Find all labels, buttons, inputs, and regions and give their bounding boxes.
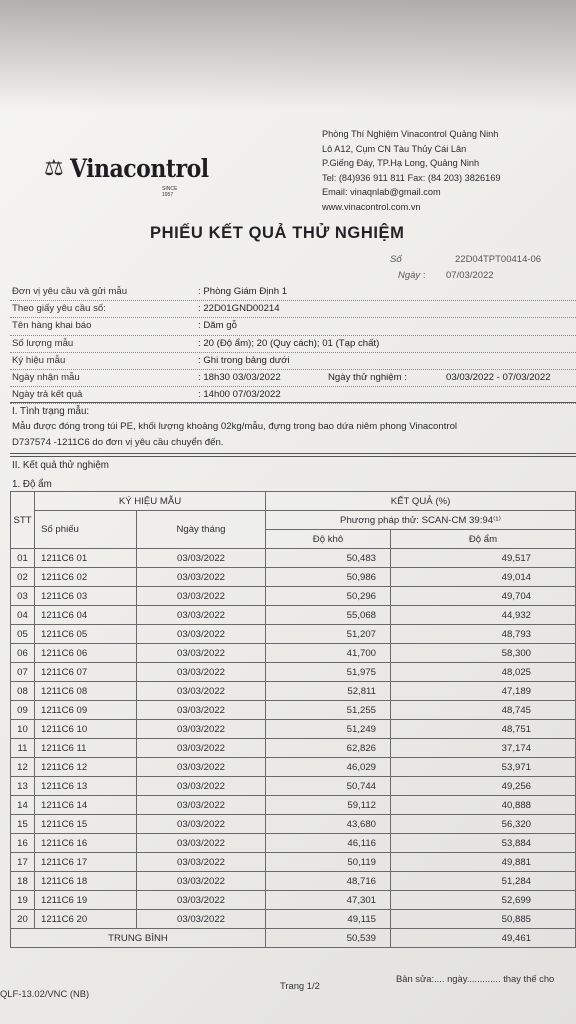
- row-dry-matter: 62,826: [266, 739, 391, 758]
- row-stt: 07: [11, 663, 35, 682]
- table-row: [11, 758, 576, 777]
- row-date: 03/03/2022: [137, 663, 266, 682]
- row-stt: 19: [11, 891, 35, 910]
- row-stt: 12: [11, 758, 35, 777]
- row-moisture: 48,751: [391, 720, 576, 739]
- row-dry-matter: 51,249: [266, 720, 391, 739]
- row-ticket-no: 1211C6 09: [35, 701, 137, 720]
- page-shadow: [0, 0, 576, 110]
- revision-note: Bản sửa:.... ngày............. thay thế cho: [396, 973, 555, 984]
- row-date: 03/03/2022: [137, 587, 266, 606]
- table-row: [11, 682, 576, 701]
- row-ticket-no: 1211C6 14: [35, 796, 137, 815]
- header-dry-matter: Độ khô: [266, 530, 391, 549]
- table-row: [11, 701, 576, 720]
- row-stt: 10: [11, 720, 35, 739]
- row-dry-matter: 48,716: [266, 872, 391, 891]
- company-logo: [44, 152, 209, 198]
- header-stt: STT: [11, 492, 35, 549]
- lab-phone: Tel: (84)936 911 811 Fax: (84 203) 3826169: [322, 172, 501, 183]
- moisture-results-table: [10, 491, 576, 948]
- table-row: [11, 834, 576, 853]
- row-moisture: 50,885: [391, 910, 576, 929]
- row-moisture: 48,793: [391, 625, 576, 644]
- sample-condition-text: Mẫu được đóng trong túi PE, khối lượng khoảng 02kg/mẫu, đựng trong bao dứa niêm phong Vinacontrol D737574 -1211C6 do đơn vị yêu cầu chuyển đến.: [12, 421, 458, 448]
- row-moisture: 49,881: [391, 853, 576, 872]
- info-row: Ngày trả kết quả : 14h00 07/03/2022: [10, 387, 576, 404]
- row-moisture: 53,884: [391, 834, 576, 853]
- row-dry-matter: 50,119: [266, 853, 391, 872]
- average-label: TRUNG BÌNH: [11, 929, 266, 948]
- row-stt: 14: [11, 796, 35, 815]
- row-moisture: 53,971: [391, 758, 576, 777]
- logo-since: SINCE 1957: [162, 186, 178, 198]
- row-dry-matter: 46,116: [266, 834, 391, 853]
- info-row: Ký hiệu mẫu : Ghi trong bảng dưới: [10, 353, 576, 370]
- average-dry-matter: 50,539: [266, 929, 391, 948]
- row-stt: 13: [11, 777, 35, 796]
- row-moisture: 49,704: [391, 587, 576, 606]
- row-moisture: 52,699: [391, 891, 576, 910]
- row-moisture: 58,300: [391, 644, 576, 663]
- table-row: [11, 777, 576, 796]
- report-number-label: Số: [390, 254, 402, 265]
- row-ticket-no: 1211C6 02: [35, 568, 137, 587]
- row-ticket-no: 1211C6 01: [35, 549, 137, 568]
- row-moisture: 56,320: [391, 815, 576, 834]
- row-moisture: 49,014: [391, 568, 576, 587]
- row-ticket-no: 1211C6 13: [35, 777, 137, 796]
- info-row: Tên hàng khai báo : Dăm gỗ: [10, 318, 576, 335]
- table-row: [11, 644, 576, 663]
- row-stt: 06: [11, 644, 35, 663]
- row-dry-matter: 59,112: [266, 796, 391, 815]
- row-moisture: 40,888: [391, 796, 576, 815]
- row-ticket-no: 1211C6 06: [35, 644, 137, 663]
- table-row: [11, 606, 576, 625]
- header-date: Ngày tháng: [137, 511, 266, 549]
- table-row: [11, 720, 576, 739]
- row-ticket-no: 1211C6 08: [35, 682, 137, 701]
- row-ticket-no: 1211C6 11: [35, 739, 137, 758]
- row-stt: 11: [11, 739, 35, 758]
- lab-header: [322, 127, 500, 215]
- row-stt: 05: [11, 625, 35, 644]
- row-moisture: 44,932: [391, 606, 576, 625]
- table-row: [11, 872, 576, 891]
- info-row: Đơn vị yêu cầu và gửi mẫu : Phòng Giám Định 1: [10, 284, 576, 301]
- section-2-heading: II. Kết quả thử nghiệm: [12, 460, 109, 471]
- section-2-rule: [10, 456, 576, 475]
- row-stt: 01: [11, 549, 35, 568]
- report-date-label: Ngày :: [398, 270, 426, 281]
- row-moisture: 48,745: [391, 701, 576, 720]
- header-moisture: Độ ẩm: [391, 530, 576, 549]
- scales-icon: ⚖: [44, 156, 64, 181]
- report-date: 07/03/2022: [446, 270, 494, 281]
- row-dry-matter: 51,975: [266, 663, 391, 682]
- section-1-heading: I. Tình trạng mẫu:: [12, 406, 90, 417]
- lab-address-1: Lô A12, Cụm CN Tàu Thủy Cái Lân: [322, 143, 467, 154]
- info-block: [10, 284, 576, 404]
- lab-website: www.vinacontrol.com.vn: [322, 201, 421, 212]
- row-date: 03/03/2022: [137, 644, 266, 663]
- form-code: QLF-13.02/VNC (NB): [0, 988, 90, 999]
- row-ticket-no: 1211C6 04: [35, 606, 137, 625]
- row-date: 03/03/2022: [137, 777, 266, 796]
- row-ticket-no: 1211C6 07: [35, 663, 137, 682]
- row-stt: 20: [11, 910, 35, 929]
- table-row: [11, 587, 576, 606]
- row-moisture: 49,256: [391, 777, 576, 796]
- table-row: [11, 853, 576, 872]
- page-number: Trang 1/2: [280, 980, 320, 991]
- row-dry-matter: 41,700: [266, 644, 391, 663]
- row-dry-matter: 46,029: [266, 758, 391, 777]
- row-date: 03/03/2022: [137, 720, 266, 739]
- row-moisture: 37,174: [391, 739, 576, 758]
- row-date: 03/03/2022: [137, 796, 266, 815]
- row-stt: 03: [11, 587, 35, 606]
- row-ticket-no: 1211C6 16: [35, 834, 137, 853]
- row-stt: 08: [11, 682, 35, 701]
- row-date: 03/03/2022: [137, 568, 266, 587]
- row-moisture: 49,517: [391, 549, 576, 568]
- header-method: Phương pháp thử: SCAN-CM 39:94⁽¹⁾: [266, 511, 576, 530]
- row-ticket-no: 1211C6 03: [35, 587, 137, 606]
- row-moisture: 47,189: [391, 682, 576, 701]
- table-row: [11, 549, 576, 568]
- row-stt: 17: [11, 853, 35, 872]
- row-ticket-no: 1211C6 05: [35, 625, 137, 644]
- row-dry-matter: 50,483: [266, 549, 391, 568]
- average-moisture: 49,461: [391, 929, 576, 948]
- header-ticket-no: Số phiếu: [35, 511, 137, 549]
- row-dry-matter: 49,115: [266, 910, 391, 929]
- row-ticket-no: 1211C6 20: [35, 910, 137, 929]
- row-stt: 02: [11, 568, 35, 587]
- row-stt: 16: [11, 834, 35, 853]
- row-date: 03/03/2022: [137, 853, 266, 872]
- row-date: 03/03/2022: [137, 758, 266, 777]
- table-row: [11, 891, 576, 910]
- header-sample-code: KÝ HIỆU MẪU: [35, 492, 266, 511]
- row-dry-matter: 55,068: [266, 606, 391, 625]
- row-dry-matter: 50,296: [266, 587, 391, 606]
- row-moisture: 51,284: [391, 872, 576, 891]
- document-title: PHIẾU KẾT QUẢ THỬ NGHIỆM: [150, 224, 405, 242]
- subsection-heading: 1. Độ ẩm: [12, 479, 52, 490]
- lab-email: Email: vinaqnlab@gmail.com: [322, 187, 441, 198]
- table-row: [11, 568, 576, 587]
- row-dry-matter: 52,811: [266, 682, 391, 701]
- table-row: [11, 815, 576, 834]
- row-date: 03/03/2022: [137, 834, 266, 853]
- table-row: [11, 625, 576, 644]
- row-stt: 09: [11, 701, 35, 720]
- row-dry-matter: 47,301: [266, 891, 391, 910]
- row-ticket-no: 1211C6 18: [35, 872, 137, 891]
- row-dry-matter: 51,255: [266, 701, 391, 720]
- row-stt: 18: [11, 872, 35, 891]
- row-date: 03/03/2022: [137, 872, 266, 891]
- row-date: 03/03/2022: [137, 682, 266, 701]
- table-row: [11, 663, 576, 682]
- row-date: 03/03/2022: [137, 815, 266, 834]
- table-row: [11, 796, 576, 815]
- row-dry-matter: 50,986: [266, 568, 391, 587]
- lab-address-2: P.Giếng Đáy, TP.Hạ Long, Quảng Ninh: [322, 158, 480, 169]
- row-dry-matter: 43,680: [266, 815, 391, 834]
- row-moisture: 48,025: [391, 663, 576, 682]
- report-number: 22D04TPT00414-06: [455, 254, 542, 265]
- row-date: 03/03/2022: [137, 701, 266, 720]
- row-ticket-no: 1211C6 17: [35, 853, 137, 872]
- row-ticket-no: 1211C6 15: [35, 815, 137, 834]
- row-ticket-no: 1211C6 10: [35, 720, 137, 739]
- row-date: 03/03/2022: [137, 739, 266, 758]
- table-row: [11, 910, 576, 929]
- table-row: [11, 739, 576, 758]
- row-date: 03/03/2022: [137, 549, 266, 568]
- info-row: Ngày nhận mẫu : 18h30 03/03/2022 Ngày thử nghiệm : 03/03/2022 - 07/03/2022: [10, 370, 576, 387]
- row-date: 03/03/2022: [137, 606, 266, 625]
- row-date: 03/03/2022: [137, 910, 266, 929]
- row-stt: 15: [11, 815, 35, 834]
- row-dry-matter: 50,744: [266, 777, 391, 796]
- row-date: 03/03/2022: [137, 891, 266, 910]
- header-results: KẾT QUẢ (%): [266, 492, 576, 511]
- row-dry-matter: 51,207: [266, 625, 391, 644]
- logo-text: Vinacontrol: [70, 154, 209, 184]
- info-row: Theo giấy yêu cầu số: : 22D01GND00214: [10, 301, 576, 318]
- row-stt: 04: [11, 606, 35, 625]
- row-ticket-no: 1211C6 19: [35, 891, 137, 910]
- lab-name: Phòng Thí Nghiệm Vinacontrol Quảng Ninh: [322, 129, 499, 139]
- row-date: 03/03/2022: [137, 625, 266, 644]
- row-ticket-no: 1211C6 12: [35, 758, 137, 777]
- info-row: Số lượng mẫu : 20 (Độ ẩm); 20 (Quy cách); 01 (Tạp chất): [10, 336, 576, 353]
